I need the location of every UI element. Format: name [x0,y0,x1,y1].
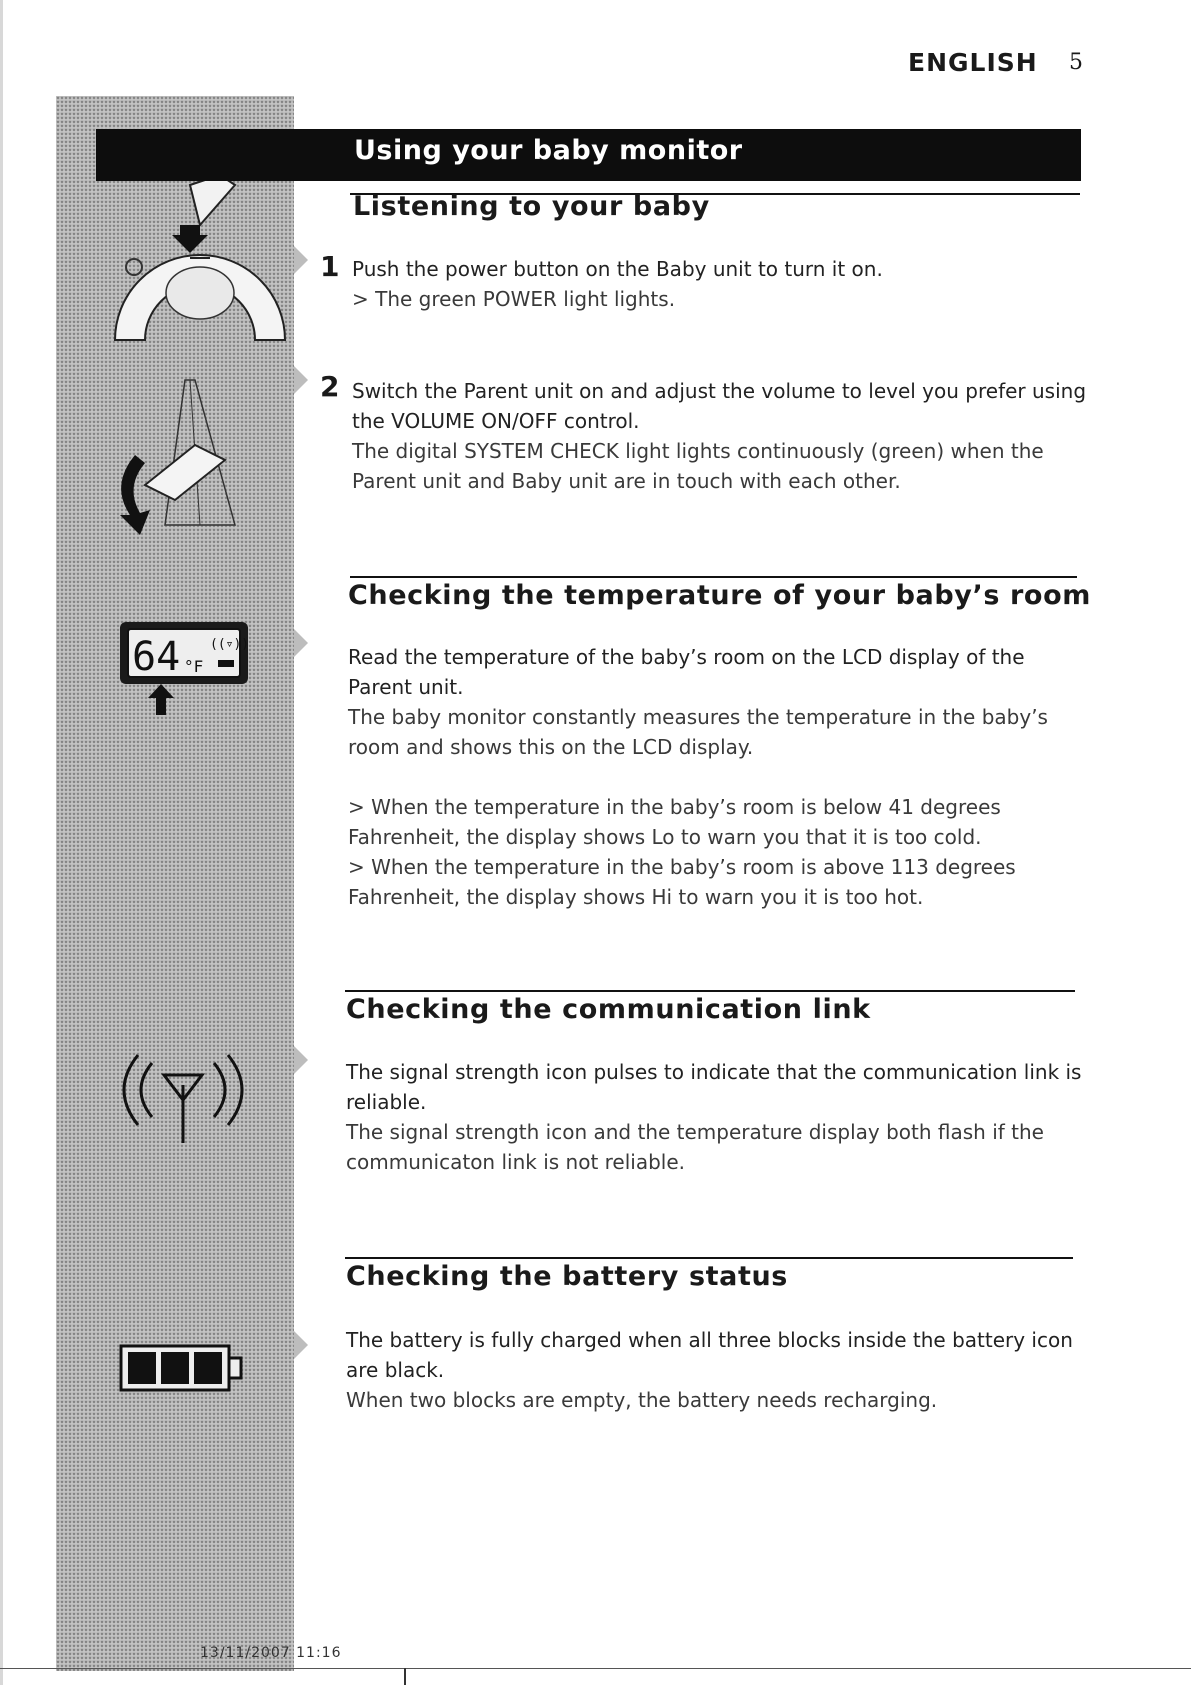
step1-result: > The green POWER light lights. [352,287,676,311]
parent-unit-volume-illustration [105,375,295,535]
section-heading-communication: Checking the communication link [346,994,871,1025]
lcd-unit: °F [184,657,204,676]
lcd-display-illustration [118,620,253,715]
step2-note: The digital SYSTEM CHECK light lights continuously (green) when the [352,439,1044,463]
section-rule [345,990,1075,992]
language-label: ENGLISH [908,48,1038,77]
paragraph-line: Fahrenheit, the display shows Lo to warn you that it is too cold. [348,825,982,849]
battery-icon [118,1340,248,1396]
crop-mark [404,1668,406,1685]
lcd-temperature: 64 [132,634,181,680]
print-timestamp: 13/11/2007 11:16 [200,1645,342,1661]
section-heading-temperature: Checking the temperature of your baby’s room [348,580,1091,611]
svg-text:((▿)): ((▿)) [210,637,250,652]
step2-line: Switch the Parent unit on and adjust the volume to level you prefer using [352,379,1087,403]
paragraph-line: communicaton link is not reliable. [346,1150,686,1174]
step2-line: the VOLUME ON/OFF control. [352,409,640,433]
paragraph-line: > When the temperature in the baby’s room is above 113 degrees [348,855,1016,879]
paragraph-line: > When the temperature in the baby’s room is below 41 degrees [348,795,1001,819]
paragraph-line: reliable. [346,1090,427,1114]
section-rule [345,1257,1073,1259]
title-bar [96,129,1081,181]
section-heading-listening: Listening to your baby [353,191,710,222]
baby-unit-power-illustration [100,175,300,345]
page-margin-line [0,0,3,1685]
paragraph-line: When two blocks are empty, the battery needs recharging. [346,1388,938,1412]
step-text [352,376,1092,496]
bottom-trim-line [0,1668,1191,1669]
paragraph-line: The signal strength icon pulses to indicate that the communication link is [346,1060,1082,1084]
paragraph-line: Read the temperature of the baby’s room on the LCD display of the [348,645,1025,669]
step2-note: Parent unit and Baby unit are in touch with each other. [352,469,901,493]
section-rule [350,576,1077,578]
paragraph-line: The battery is fully charged when all three blocks inside the battery icon [346,1328,1073,1352]
step1-instruction: Push the power button on the Baby unit to turn it on. [352,257,883,281]
battery-text [346,1325,1086,1415]
page-number: 5 [1069,50,1083,75]
paragraph-line: Fahrenheit, the display shows Hi to warn you it is too hot. [348,885,924,909]
communication-text [346,1057,1086,1177]
section-heading-battery: Checking the battery status [346,1261,788,1292]
paragraph-line: The signal strength icon and the temperature display both flash if the [346,1120,1044,1144]
step-number: 1 [320,250,340,283]
page-title: Using your baby monitor [354,135,743,166]
step-number: 2 [320,370,340,403]
paragraph-line: Parent unit. [348,675,464,699]
paragraph-line: The baby monitor constantly measures the temperature in the baby’s [348,705,1048,729]
paragraph-line: are black. [346,1358,445,1382]
signal-strength-icon [108,1045,258,1145]
paragraph-line: room and shows this on the LCD display. [348,735,754,759]
step-text [352,254,1092,314]
temperature-text [348,642,1088,912]
